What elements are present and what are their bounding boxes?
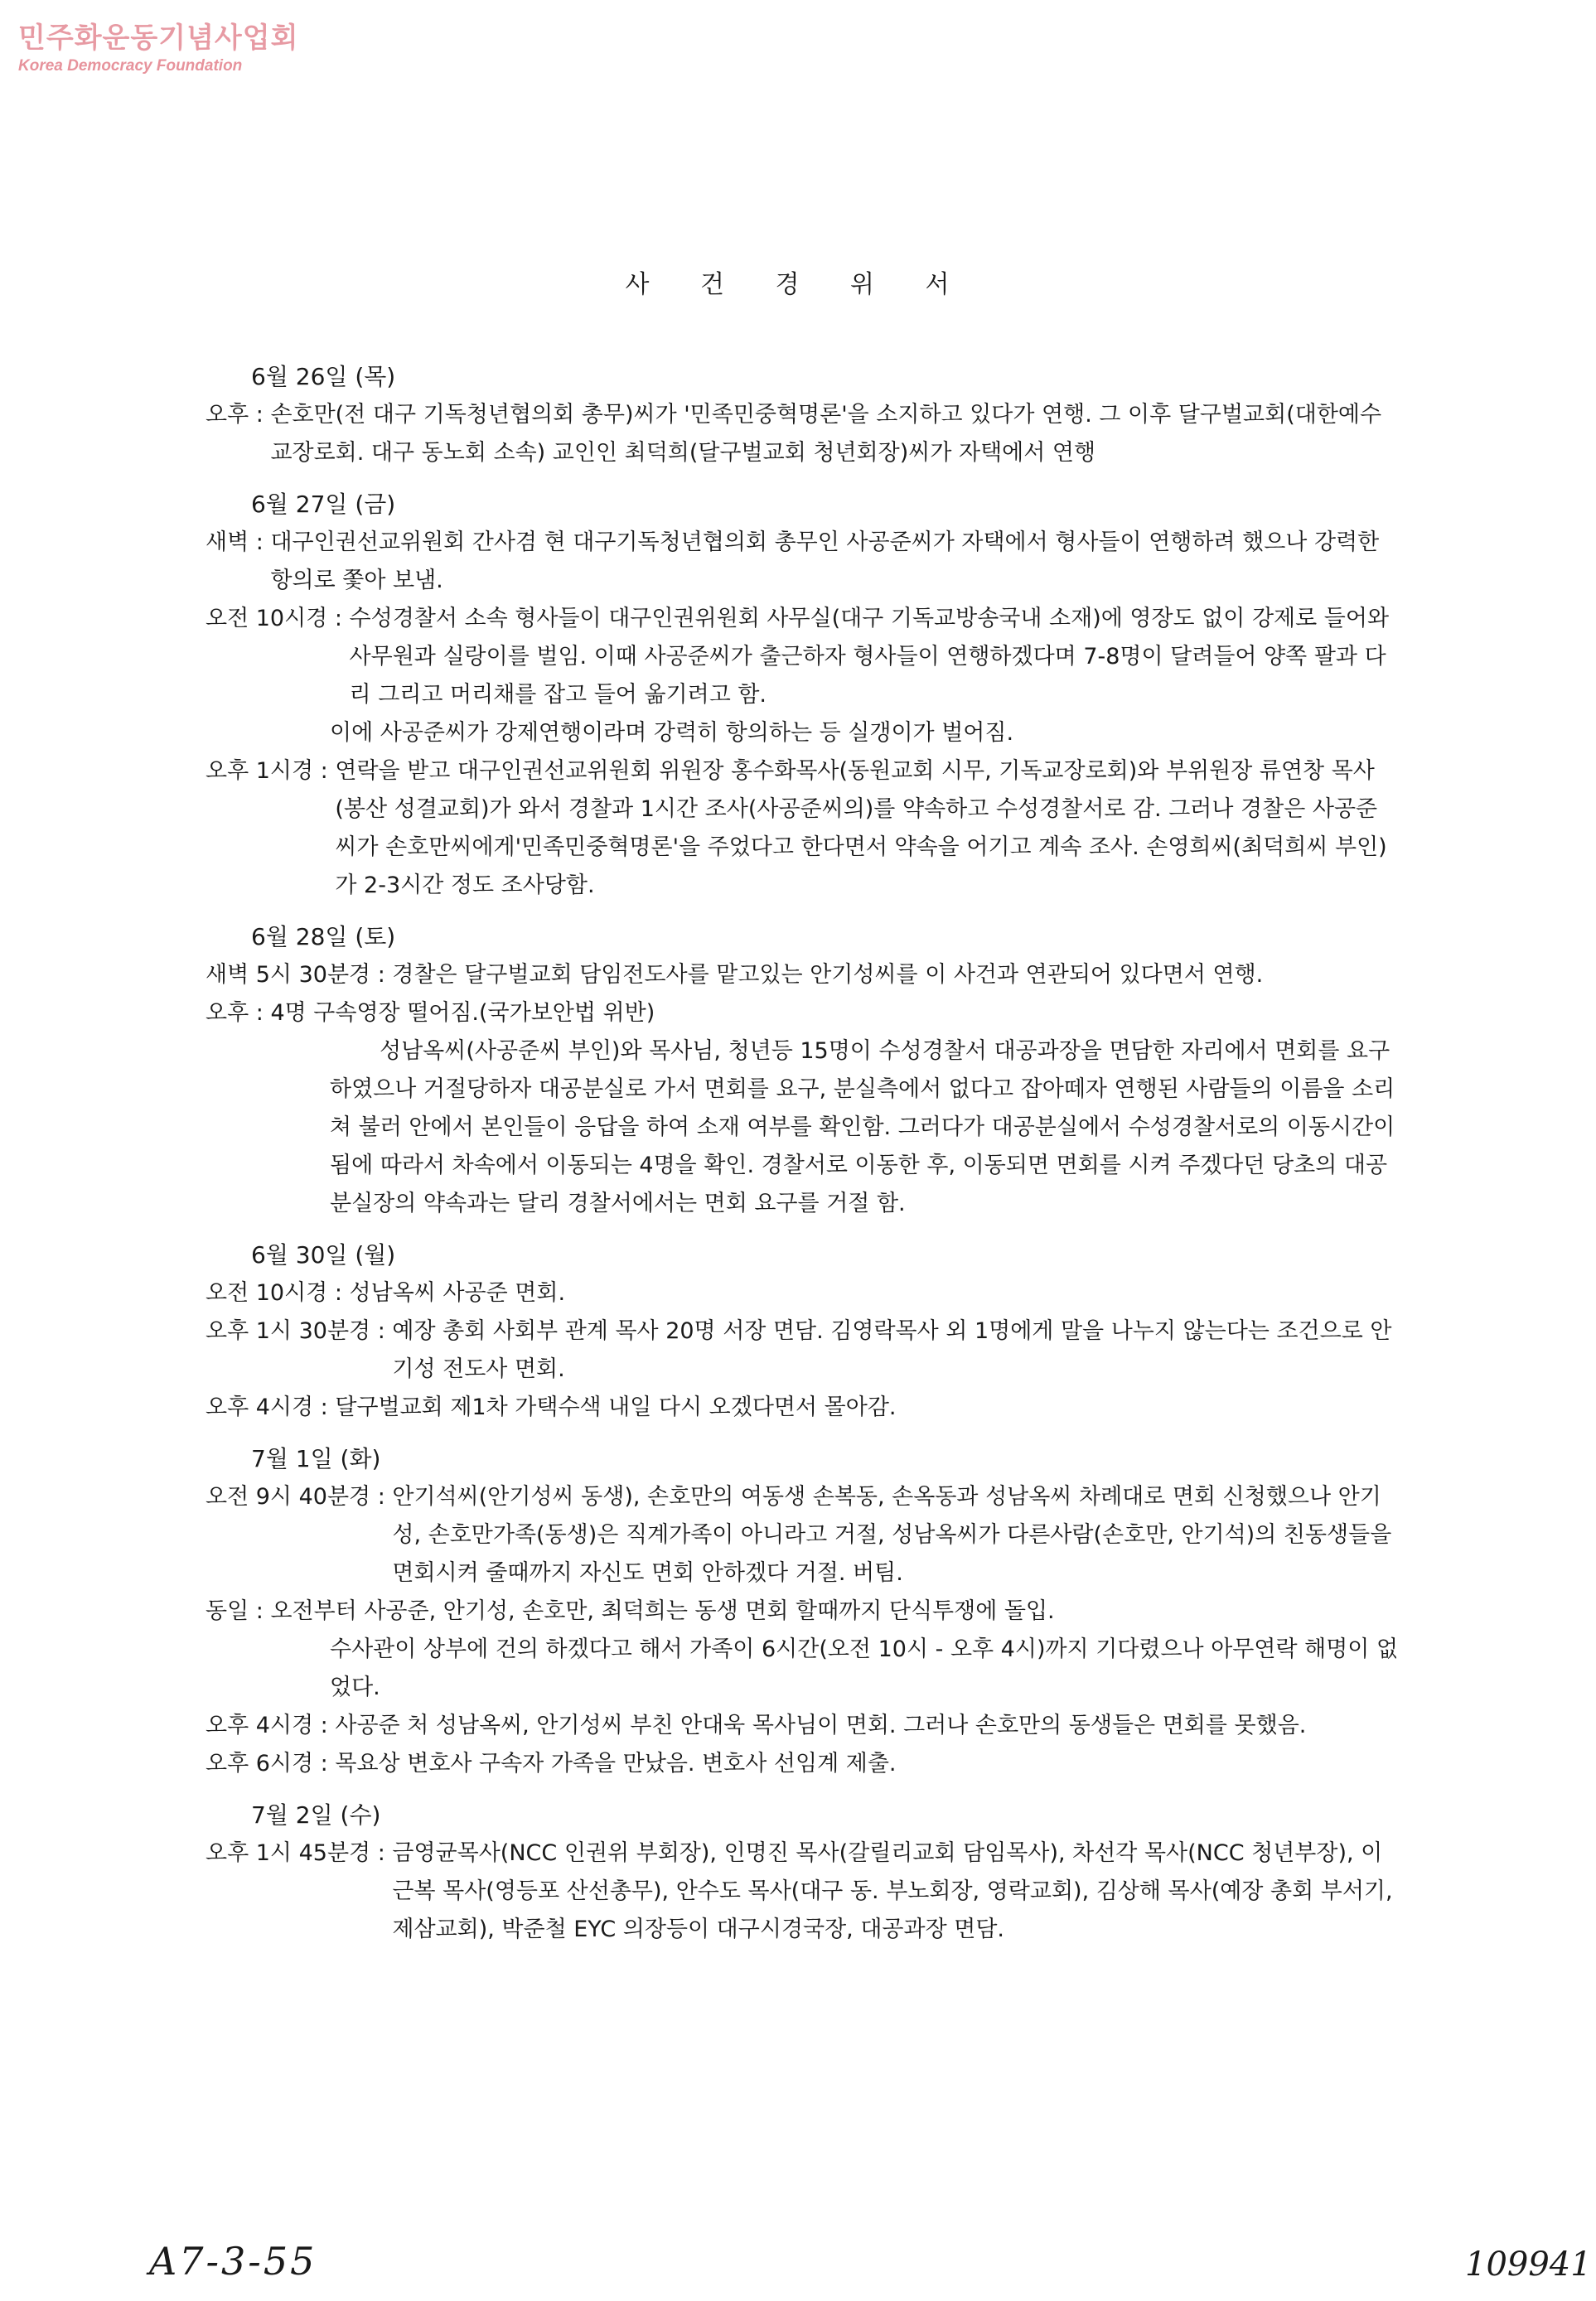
entry-time: 오전 9시 40분경 [206, 1484, 371, 1510]
incident-log [206, 358, 1399, 1949]
entry-text: 금영균목사(NCC 인권위 부회장), 인명진 목사(갈릴리교회 담임목사), 차선각 목사(NCC 청년부장), 이근복 목사(영등포 산선총무), 안수도 목사(대구 동. 부노회장, 영락교회), 김상해 목사(예장 총회 부서기, 제삼교회), 박준철 EYC 의장등이 대구시경국장, 대공과장 면담. [392, 1840, 1393, 1942]
entry-separator: : [327, 1280, 350, 1306]
entry-time: 오후 1시 30분경 [206, 1318, 371, 1344]
archive-code-left: A7-3-55 [149, 2239, 317, 2284]
date-heading: 6월 28일 (토) [251, 923, 396, 950]
entry-time: 새벽 5시 30분경 [206, 962, 371, 988]
entry-separator: : [249, 1598, 271, 1624]
log-entry [206, 1478, 1399, 1593]
watermark-english: Korea Democracy Foundation [18, 57, 243, 75]
entry-text: 수성경찰서 소속 형사들이 대구인권위원회 사무실(대구 기독교방송국내 소재)에 영장도 없이 강제로 들어와 사무원과 실랑이를 벌임. 이때 사공준씨가 출근하자 형사들이 연행하겠다며 7-8명이 달려들어 양쪽 팔과 다리 그리고 머리채를 잡고 들어 옮기려고 함. [349, 606, 1390, 708]
entry-text: 대구인권선교위원회 간사겸 현 대구기독청년협의회 총무인 사공준씨가 자택에서 형사들이 연행하려 했으나 강력한 항의로 쫓아 보냄. [270, 529, 1380, 593]
entry-time: 오후 1시 45분경 [206, 1840, 371, 1866]
entry-text: 연락을 받고 대구인권선교위원회 위원장 홍수화목사(동원교회 시무, 기독교장로회)와 부위원장 류연창 목사(봉산 성결교회)가 와서 경찰과 1시간 조사(사공준씨의)를 약속하고 수성경찰서로 감. 그러나 경찰은 사공준씨가 손호만씨에게'민족민중혁명론'을 주었다고 한다면서 약속을 어기고 계속 조사. 손영희씨(최덕희씨 부인)가 2-3시간 정도 조사당함. [335, 758, 1387, 898]
entry-text: 목요상 변호사 구속자 가족을 만났음. 변호사 선임계 제출. [335, 1751, 897, 1777]
entry-text: 4명 구속영장 떨어짐.(국가보안법 위반) [270, 1000, 655, 1026]
log-entry [206, 1707, 1399, 1745]
log-entry [206, 752, 1399, 905]
date-heading: 6월 30일 (월) [251, 1241, 396, 1269]
entry-text: 예장 총회 사회부 관계 목사 20명 서장 면담. 김영락목사 외 1명에게 말을 나누지 않는다는 조건으로 안기성 전도사 면회. [392, 1318, 1392, 1382]
entry-text: 성남옥씨 사공준 면회. [349, 1280, 566, 1306]
entry-separator: : [313, 1713, 336, 1738]
entry-time: 오후 6시경 [206, 1751, 314, 1777]
continuation-paragraph: 수사관이 상부에 건의 하겠다고 해서 가족이 6시간(오전 10시 - 오후 4시)까지 기다렸으나 아무연락 해명이 없었다. [330, 1636, 1399, 1700]
log-entry [206, 1835, 1399, 1949]
entry-text: 사공준 처 성남옥씨, 안기성씨 부친 안대욱 목사님이 면회. 그러나 손호만의 동생들은 면회를 못했음. [335, 1713, 1307, 1738]
log-entry [206, 1745, 1399, 1783]
archive-code-right: 109941 [1465, 2245, 1592, 2284]
entry-time: 오후 1시경 [206, 758, 314, 784]
continuation-paragraph: 성남옥씨(사공준씨 부인)와 목사님, 청년등 15명이 수성경찰서 대공과장을 면담한 자리에서 면회를 요구하였으나 거절당하자 대공분실로 가서 면회를 요구, 분실측에서 없다고 잡아떼자 연행된 사람들의 이름을 소리쳐 불러 안에서 본인들이 응답을 하여 소재 여부를 확인함. 그러다가 대공분실에서 수성경찰서로의 이동시간이 됨에 따라서 차속에서 이동되는 4명을 확인. 경찰서로 이동한 후, 이동되면 면회를 시켜 주겠다던 당초의 대공분실장의 약속과는 달리 경찰서에서는 면회 요구를 거절 함. [330, 1038, 1395, 1216]
entry-separator: : [370, 962, 393, 988]
date-heading: 7월 1일 (화) [251, 1445, 381, 1472]
entry-separator: : [370, 1484, 393, 1510]
entry-time: 오후 4시경 [206, 1713, 314, 1738]
document-title: 사 건 경 위 서 [625, 270, 971, 299]
entry-text: 달구벌교회 제1차 가택수색 내일 다시 오겠다면서 몰아감. [335, 1395, 897, 1420]
entry-separator: : [313, 1751, 336, 1777]
entry-separator: : [370, 1840, 393, 1866]
continuation-paragraph: 이에 사공준씨가 강제연행이라며 강력히 항의하는 등 실갱이가 벌어짐. [330, 720, 1014, 746]
log-entry [206, 396, 1399, 472]
entry-time: 새벽 [206, 529, 249, 555]
log-entry [206, 1389, 1399, 1427]
date-heading: 6월 26일 (목) [251, 363, 396, 390]
log-entry [206, 1593, 1399, 1631]
entry-text: 오전부터 사공준, 안기성, 손호만, 최덕희는 동생 면회 할때까지 단식투쟁에 돌입. [270, 1598, 1055, 1624]
entry-separator: : [249, 529, 271, 555]
entry-separator: : [313, 758, 336, 784]
entry-separator: : [327, 606, 350, 631]
log-entry [206, 956, 1399, 994]
entry-time: 동일 [206, 1598, 249, 1624]
date-heading: 7월 2일 (수) [251, 1801, 381, 1829]
log-entry [206, 524, 1399, 600]
log-entry [206, 1274, 1399, 1312]
watermark-korean: 민주화운동기념사업회 [18, 22, 299, 55]
log-entry [206, 1312, 1399, 1389]
entry-time: 오후 4시경 [206, 1395, 314, 1420]
entry-separator: : [370, 1318, 393, 1344]
entry-separator: : [249, 402, 271, 428]
entry-text: 경찰은 달구벌교회 담임전도사를 맡고있는 안기성씨를 이 사건과 연관되어 있다면서 연행. [392, 962, 1264, 988]
entry-time: 오전 10시경 [206, 606, 328, 631]
entry-time: 오후 [206, 1000, 249, 1026]
foundation-watermark [18, 15, 298, 75]
entry-text: 안기석씨(안기성씨 동생), 손호만의 여동생 손복동, 손옥동과 성남옥씨 차례대로 면회 신청했으나 안기성, 손호만가족(동생)은 직계가족이 아니라고 거절, 성남옥씨가 다른사람(손호만, 안기석)의 친동생들을 면회시켜 줄때까지 자신도 면회 안하겠다 거절. 버팀. [392, 1484, 1392, 1586]
entry-separator: : [249, 1000, 271, 1026]
log-entry [206, 600, 1399, 714]
entry-time: 오후 [206, 402, 249, 428]
entry-text: 손호만(전 대구 기독청년협의회 총무)씨가 '민족민중혁명론'을 소지하고 있다가 연행. 그 이후 달구벌교회(대한예수교장로회. 대구 동노회 소속) 교인인 최덕희(달구벌교회 청년회장)씨가 자택에서 연행 [270, 402, 1382, 466]
entry-time: 오전 10시경 [206, 1280, 328, 1306]
date-heading: 6월 27일 (금) [251, 491, 396, 518]
entry-separator: : [313, 1395, 336, 1420]
log-entry [206, 994, 1399, 1032]
